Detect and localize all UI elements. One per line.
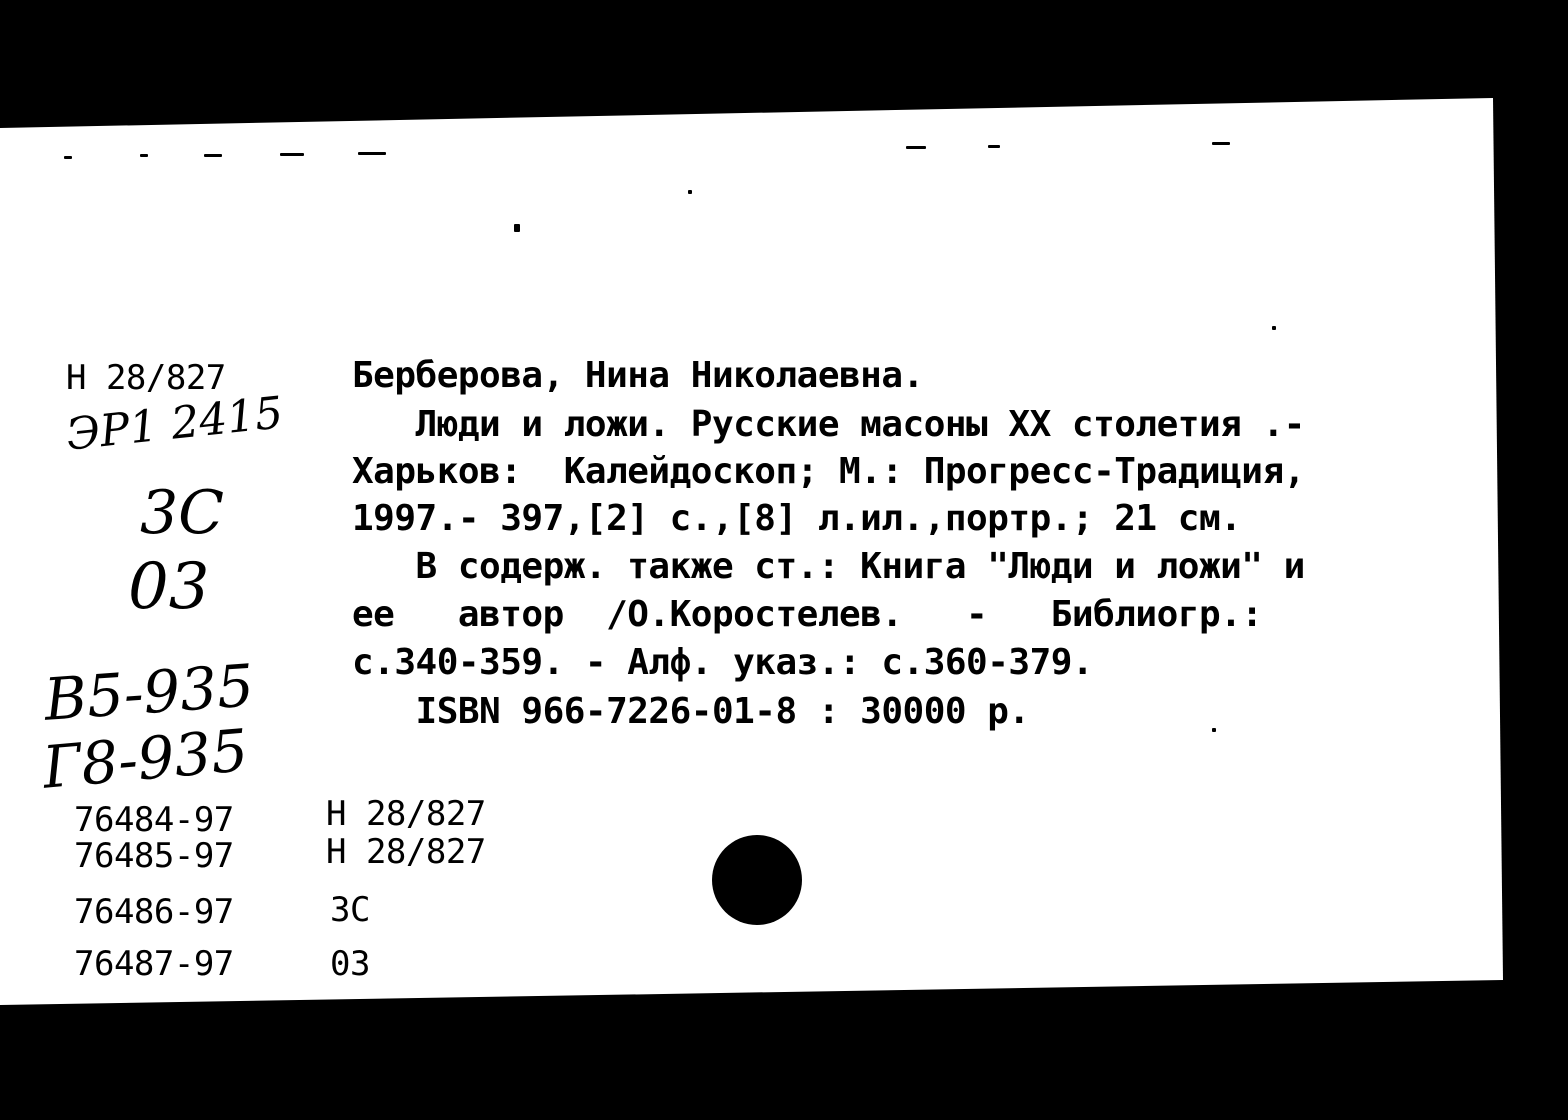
scan-speck [64, 156, 72, 159]
scan-speck [140, 154, 148, 157]
scan-speck [688, 190, 692, 194]
scan-speck [988, 145, 1000, 148]
inventory-location: Н 28/827 [326, 794, 486, 834]
scan-speck [1272, 326, 1276, 330]
handwritten-code-03: 03 [128, 550, 210, 624]
scan-speck [514, 224, 520, 232]
handwritten-g8: Г8-935 [40, 716, 251, 802]
scan-speck [204, 154, 222, 157]
inventory-location: Н 28/827 [326, 832, 486, 872]
inventory-number: 76484-97 [74, 800, 234, 840]
scan-speck [1212, 728, 1216, 732]
punch-hole [712, 835, 802, 925]
inventory-number: 76486-97 [74, 892, 234, 932]
inventory-number: 76487-97 [74, 944, 234, 984]
entry-line-collation: 1997.- 397,[2] с.,[8] л.ил.,портр.; 21 см. [352, 498, 1242, 539]
entry-line-contents-cont: ее автор /О.Коростелев. - Библиогр.: [352, 594, 1263, 635]
inventory-location: 03 [330, 944, 370, 984]
inventory-number: 76485-97 [74, 836, 234, 876]
entry-line-contents: В содерж. также ст.: Книга "Люди и ложи" и [352, 546, 1305, 587]
handwritten-ep-number: ЭР1 2415 [64, 387, 286, 461]
entry-line-isbn: ISBN 966-7226-01-8 : 30000 р. [352, 691, 1030, 732]
entry-line-imprint: Харьков: Калейдоскоп; М.: Прогресс-Традиция, [352, 451, 1305, 492]
entry-line-author: Берберова, Нина Николаевна. [352, 355, 924, 396]
scan-speck [906, 146, 926, 149]
scan-speck [280, 153, 304, 156]
inventory-location: 3С [330, 890, 370, 930]
scan-speck [358, 152, 386, 155]
handwritten-b5: В5-935 [42, 651, 257, 734]
entry-line-title: Люди и ложи. Русские масоны XX столетия .- [352, 404, 1305, 445]
entry-line-bibliography: с.340-359. - Алф. указ.: с.360-379. [352, 642, 1094, 683]
call-number: Н 28/827 [66, 358, 226, 398]
handwritten-code-3c: 3С [140, 478, 225, 548]
scan-speck [1212, 142, 1230, 145]
